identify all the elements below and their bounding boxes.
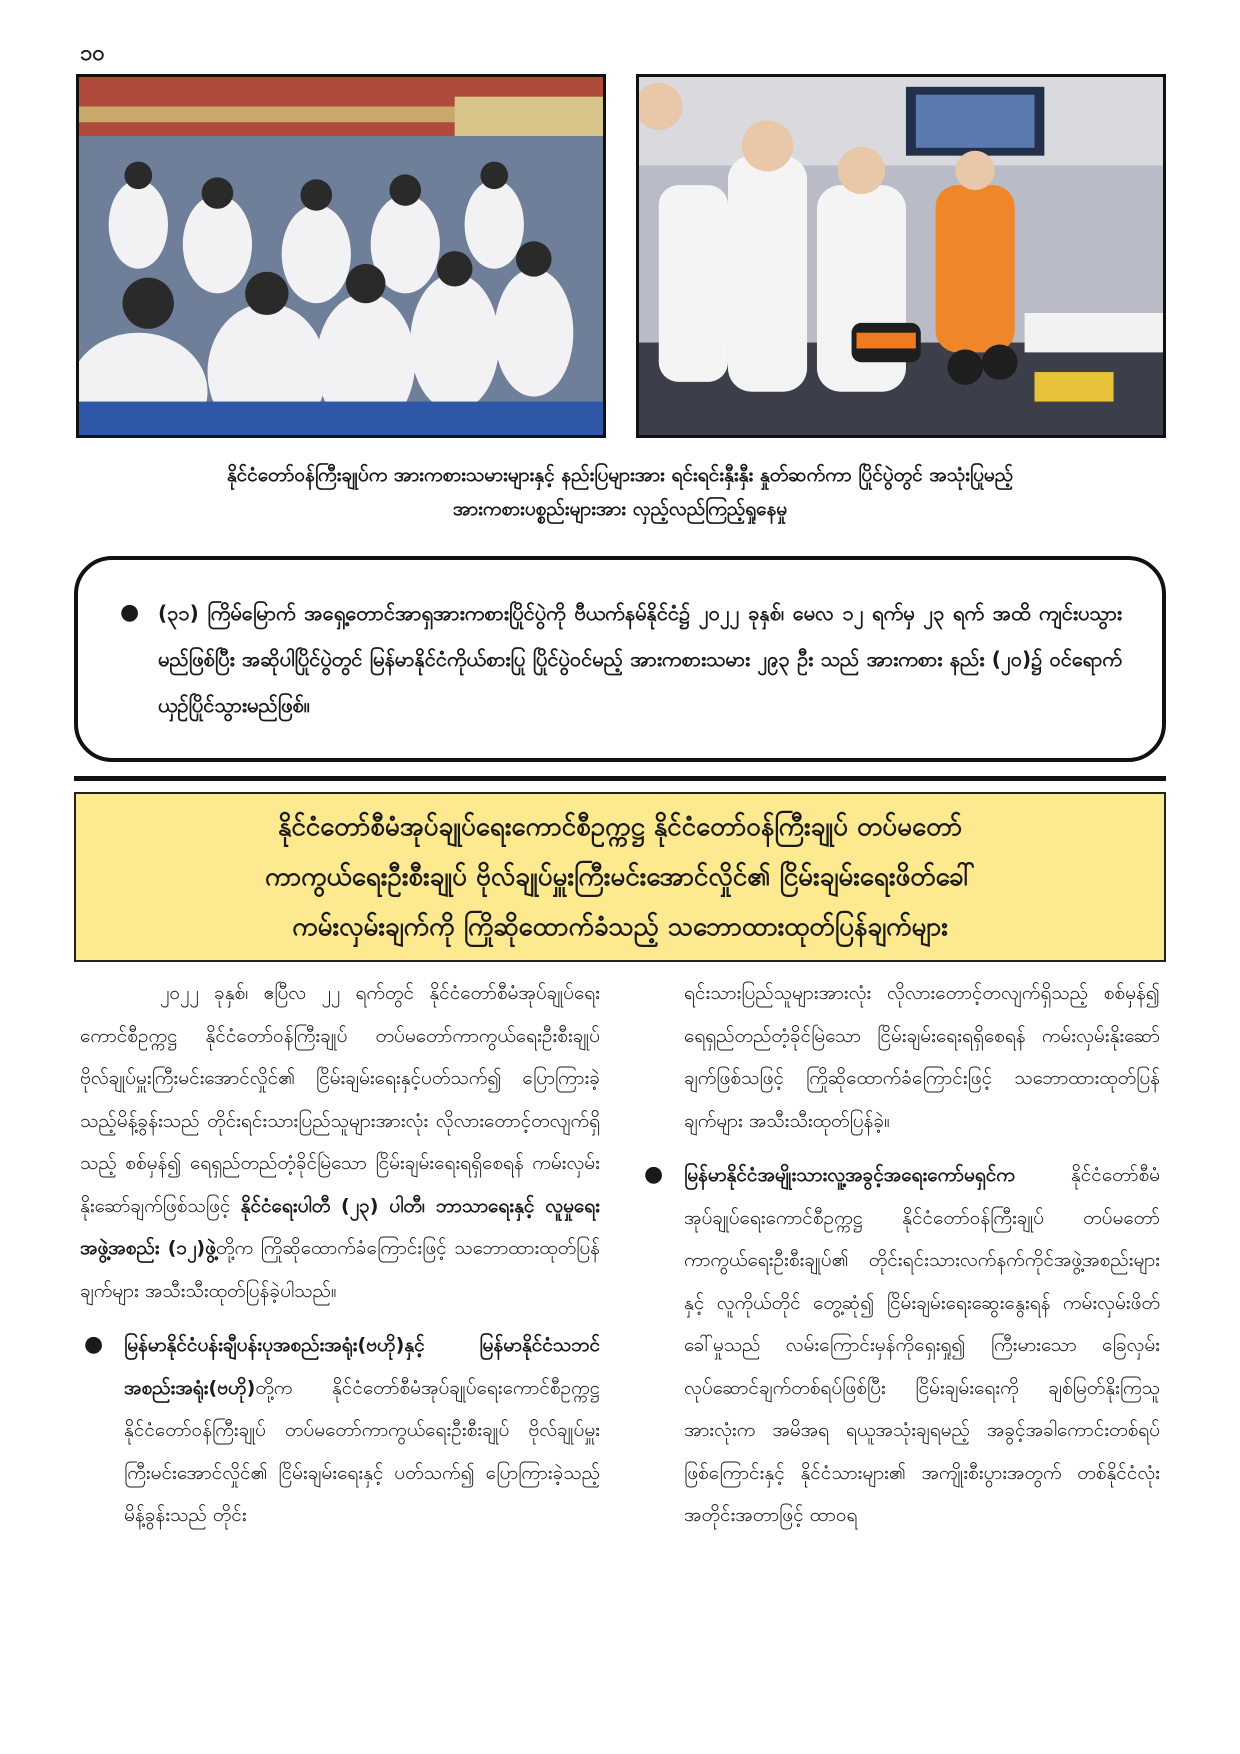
bullet-icon: ● xyxy=(644,1162,664,1187)
right-column xyxy=(640,972,1160,1537)
bullet-icon: ● xyxy=(84,1332,104,1357)
article-headline xyxy=(74,792,1166,962)
list-item-bold: မြန်မာနိုင်ငံပန်းချီပန်းပုအစည်းအရုံး(ဗဟို)နှင့် မြန်မာနိုင်ငံသဘင်အစည်းအရုံး(ဗဟို) xyxy=(124,1334,600,1399)
left-column xyxy=(80,972,600,1537)
intro-paragraph xyxy=(80,972,600,1312)
sea-games-info-box xyxy=(74,556,1166,762)
photo-athletes-ceremony xyxy=(76,74,606,438)
headline-line-2: ကာကွယ်ရေးဦးစီးချုပ် ဗိုလ်ချုပ်မှူးကြီးမင်းအောင်လှိုင်၏ ငြိမ်းချမ်းရေးဖိတ်ခေါ် xyxy=(264,862,976,892)
photo-caption xyxy=(80,458,1160,526)
continued-paragraph: ရင်းသားပြည်သူများအားလုံး လိုလားတောင့်တလျက်ရှိသည့် စစ်မှန်၍ ရေရှည်တည်တံ့ခိုင်မြဲသော ငြိမ်းချမ်းရေးရရှိစေရန် ကမ်းလှမ်းနိုးဆော်ချက်ဖြစ်သဖြင့် ကြိုဆိုထောက်ခံကြောင်းဖြင့် သဘောထားထုတ်ပြန်ချက်များ အသီးသီးထုတ်ပြန်ခဲ့။ xyxy=(684,982,1160,1132)
list-item-bold: မြန်မာနိုင်ငံအမျိုးသားလူ့အခွင့်အရေးကော်မရှင်က xyxy=(684,1164,1015,1186)
info-box-text: (၃၁) ကြိမ်မြောက် အရှေ့တောင်အာရှအားကစားပြိုင်ပွဲကို ဗီယက်နမ်နိုင်ငံ၌ ၂၀၂၂ ခုနှစ်၊ မေလ ၁၂ ရက်မှ ၂၃ ရက် အထိ ကျင်းပသွားမည်ဖြစ်ပြီး အဆိုပါပြိုင်ပွဲတွင် မြန်မာနိုင်ငံကိုယ်စားပြု ပြိုင်ပွဲဝင်မည့် အားကစားသမား ၂၉၃ ဦး သည် အားကစား နည်း (၂၀)၌ ဝင်ရောက်ယှဉ်ပြိုင်သွားမည်ဖြစ်။ xyxy=(158,601,1122,717)
caption-line-1: နိုင်ငံတော်ဝန်ကြီးချုပ်က အားကစားသမားများနှင့် နည်းပြများအား ရင်းရင်းနှီးနှီး နှုတ်ဆက်ကာ ပြိုင်ပွဲတွင် အသုံးပြုမည့် xyxy=(226,464,1014,486)
page-number: ၁၀ xyxy=(80,41,105,66)
intro-end-text: တို့က ကြိုဆိုထောက်ခံကြောင်းဖြင့် သဘောထားထုတ်ပြန်ချက်များ အသီးသီးထုတ်ပြန်ခဲ့ပါသည်။ xyxy=(80,1237,600,1302)
list-item-text xyxy=(124,1324,600,1537)
list-item-text xyxy=(684,1154,1160,1537)
list-item xyxy=(80,1324,600,1537)
bullet-icon: ● xyxy=(120,600,140,625)
list-item-body: တို့က နိုင်ငံတော်စီမံအုပ်ချုပ်ရေးကောင်စီဥက္ကဋ္ဌ နိုင်ငံတော်ဝန်ကြီးချုပ် တပ်မတော်ကာကွယ်ရေးဦးစီးချုပ် ဗိုလ်ချုပ်မှူးကြီးမင်းအောင်လှိုင်၏ ငြိမ်းချမ်းရေးနှင့် ပတ်သက်၍ ပြောကြားခဲ့သည့်မိန့်ခွန်းသည် တိုင်း xyxy=(124,1376,600,1526)
list-item-body: နိုင်ငံတော်စီမံအုပ်ချုပ်ရေးကောင်စီဥက္ကဋ္ဌ နိုင်ငံတော်ဝန်ကြီးချုပ် တပ်မတော်ကာကွယ်ရေးဦးစီးချုပ်၏ တိုင်းရင်းသားလက်နက်ကိုင်အဖွဲ့အစည်းများနှင့် လူကိုယ်တိုင် တွေ့ဆုံ၍ ငြိမ်းချမ်းရေးဆွေးနွေးရန် ကမ်းလှမ်းဖိတ်ခေါ်မှုသည် လမ်းကြောင်းမှန်ကိုရှေးရှု၍ ကြီးမားသော ခြေလှမ်းလုပ်ဆောင်ချက်တစ်ရပ်ဖြစ်ပြီး ငြိမ်းချမ်းရေးကို ချစ်မြတ်နိုးကြသူအားလုံးက အမိအရ ရယူအသုံးချရမည့် အခွင့်အခါကောင်းတစ်ရပ်ဖြစ်ကြောင်းနှင့် နိုင်ငံသားများ၏ အကျိုးစီးပွားအတွက် တစ်နိုင်ငံလုံးအတိုင်းအတာဖြင့် ထာဝရ xyxy=(684,1164,1160,1526)
section-divider xyxy=(74,776,1166,781)
headline-line-1: နိုင်ငံတော်စီမံအုပ်ချုပ်ရေးကောင်စီဥက္ကဋ္ဌ နိုင်ငံတော်ဝန်ကြီးချုပ် တပ်မတော် xyxy=(277,812,963,842)
list-item xyxy=(640,1154,1160,1537)
intro-bold-text: နိုင်ငံရေးပါတီ (၂၃) ပါတီ၊ ဘာသာရေးနှင့် လူမှုရေးအဖွဲ့အစည်း (၁၂)ဖွဲ့ xyxy=(80,1194,600,1259)
headline-line-3: ကမ်းလှမ်းချက်ကို ကြိုဆိုထောက်ခံသည့် သဘောထားထုတ်ပြန်ချက်များ xyxy=(292,912,948,942)
photo-equipment-inspection xyxy=(636,74,1166,438)
caption-line-2: အားကစားပစ္စည်းများအား လှည့်လည်ကြည့်ရှုနေမှု xyxy=(452,498,788,520)
equipment-inspection-icon xyxy=(639,77,1163,435)
intro-text: ၂၀၂၂ ခုနှစ်၊ ဧပြီလ ၂၂ ရက်တွင် နိုင်ငံတော်စီမံအုပ်ချုပ်ရေးကောင်စီဥက္ကဋ္ဌ နိုင်ငံတော်ဝန်ကြီးချုပ် တပ်မတော်ကာကွယ်ရေးဦးစီးချုပ် ဗိုလ်ချုပ်မှူးကြီးမင်းအောင်လှိုင်၏ ငြိမ်းချမ်းရေးနှင့်ပတ်သက်၍ ပြောကြားခဲ့သည့်မိန့်ခွန်းသည် တိုင်းရင်းသားပြည်သူများအားလုံး လိုလားတောင့်တလျက်ရှိသည့် စစ်မှန်၍ ရေရှည်တည်တံ့ခိုင်မြဲသော ငြိမ်းချမ်းရေးရရှိစေရန် ကမ်းလှမ်းနိုးဆော်ချက်ဖြစ်သဖြင့် xyxy=(80,982,600,1217)
sports-uniform-ceremony-icon xyxy=(79,77,603,435)
